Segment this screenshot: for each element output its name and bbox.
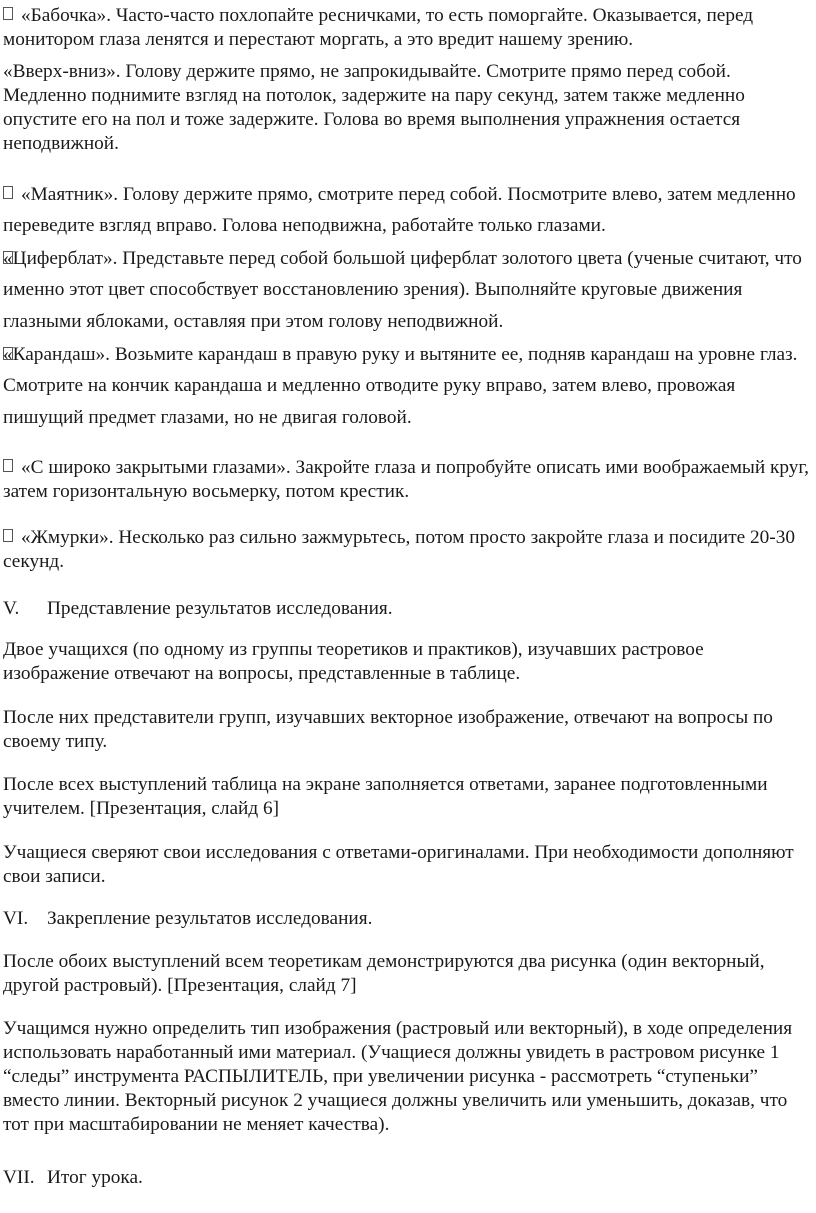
exercise-clock: «Циферблат». Представьте перед собой большой циферблат золотого цвета (ученые считают, что именно этот цвет способствует восстановлению зрения). Выполняйте круговые движения глазными яблоками, оставляя при этом голову неподвижной. (3, 248, 802, 332)
section-6-paragraph-2: Учащимся нужно определить тип изображения (растровый или векторный), в ходе определения использовать наработанный ими материал. (Учащиеся должны увидеть в растровом рисунке 1 “следы” инструмента РАСПЫЛИТЕЛЬ, при увеличении рисунка - рассмотреть “ступеньки” вместо линии. Векторный рисунок 2 учащиеся должны увеличить или уменьшить, доказав, что тот при масштабировании не меняет качества). (3, 1018, 793, 1135)
section-5-paragraph-4: Учащиеся сверяют свои исследования с ответами-оригиналами. При необходимости дополняют свои записи. (3, 842, 794, 887)
missing-glyph-icon (3, 459, 13, 472)
section-5-paragraph-3: После всех выступлений таблица на экране заполняется ответами, заранее подготовленными учителем. [Презентация, слайд 6] (3, 774, 768, 819)
section-5-paragraph-1: Двое учащихся (по одному из группы теоретиков и практиков), изучавших растровое изображение отвечают на вопросы, представленные в таблице. (3, 639, 704, 684)
missing-glyph-icon (3, 7, 13, 20)
exercise-pencil: «Карандаш». Возьмите карандаш в правую руку и вытяните ее, подняв карандаш на уровне глаз. Смотрите на кончик карандаша и медленно отводите руку вправо, затем влево, провожая пишущий предмет глазами, но не двигая головой. (3, 344, 798, 428)
missing-glyph-icon (3, 529, 13, 542)
section-6-paragraph-1: После обоих выступлений всем теоретикам демонстрируются два рисунка (один векторный, другой растровый). [Презентация, слайд 7] (3, 951, 765, 996)
exercise-butterfly: «Бабочка». Часто-часто похлопайте ресничками, то есть поморгайте. Оказывается, перед монитором глаза ленятся и перестают моргать, а это вредит нашему зрению. (3, 5, 754, 50)
missing-glyph-icon (3, 251, 13, 264)
section-7-heading: VII. Итог урока. (3, 1167, 143, 1188)
exercise-blind-man: «Жмурки». Несколько раз сильно зажмурьтесь, потом просто закройте глаза и посидите 20-30 секунд. (3, 527, 795, 572)
section-5-heading: V. Представление результатов исследования. (3, 598, 393, 619)
section-5-paragraph-2: После них представители групп, изучавших векторное изображение, отвечают на вопросы по своему типу. (3, 707, 773, 752)
exercise-closed-eyes: «С широко закрытыми глазами». Закройте глаза и попробуйте описать ими воображаемый круг, затем горизонтальную восьмерку, потом крестик. (3, 457, 809, 502)
section-6-heading: VI. Закрепление результатов исследования. (3, 908, 373, 929)
exercise-updown: «Вверх-вниз». Голову держите прямо, не запрокидывайте. Смотрите прямо перед собой. Медленно поднимите взгляд на потолок, задержите на пару секунд, затем также медленно опустите его на пол и тоже задержите. Голова во время выполнения упражнения остается неподвижной. (3, 61, 745, 154)
missing-glyph-icon (3, 186, 13, 199)
missing-glyph-icon (3, 347, 13, 360)
exercise-pendulum: «Маятник». Голову держите прямо, смотрите перед собой. Посмотрите влево, затем медленно переведите взгляд вправо. Голова неподвижна, работайте только глазами. (3, 184, 796, 237)
